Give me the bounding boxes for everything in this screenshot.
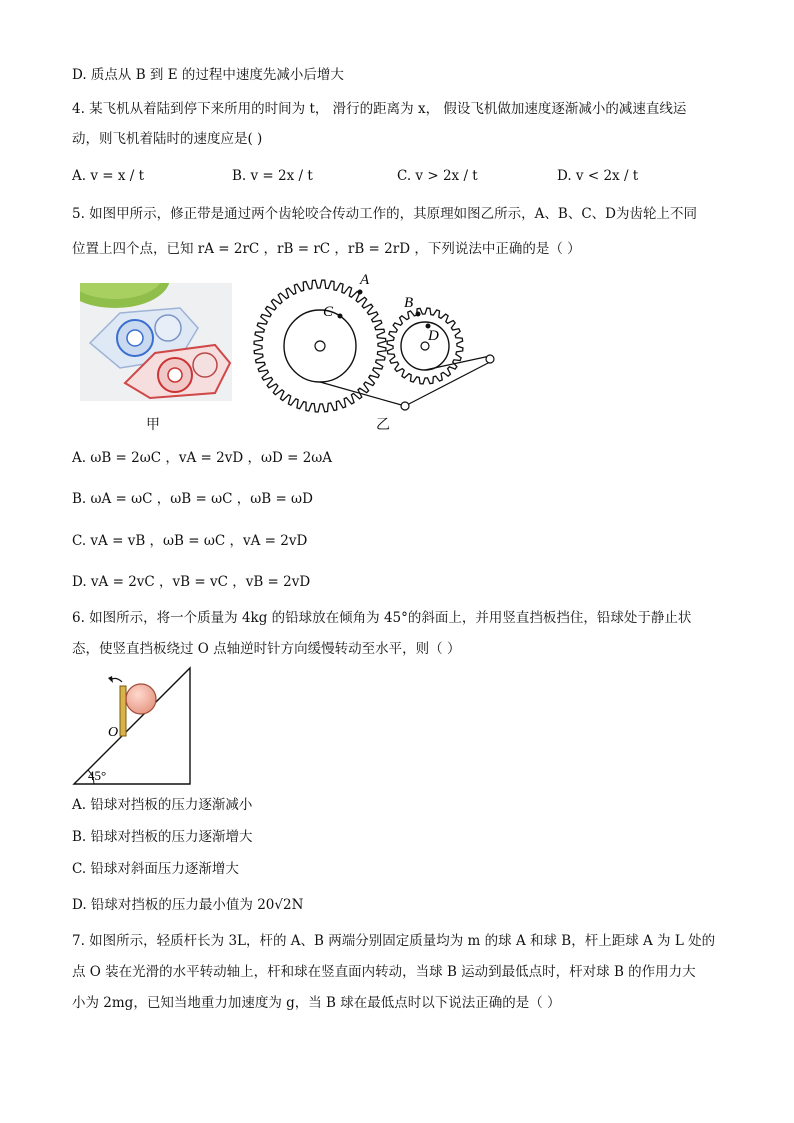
- q4-option-d: D. v < 2x / t: [557, 168, 639, 184]
- q5-option-b-text: B. ωA = ωC ，ωB = ωC ，ωB = ωD: [72, 491, 313, 507]
- label-b: B: [404, 295, 414, 311]
- q3-option-d: [72, 66, 344, 84]
- q7-stem-line1: 7. 如图所示，轻质杆长为 3L，杆的 A、B 两端分别固定质量均为 m 的球 A 和球 B，杆上距球 A 为 L 处的: [72, 933, 716, 949]
- incline-diagram: [70, 664, 195, 788]
- q5-stem-line2: 位置上四个点，已知 rA = 2rC ，rB = rC ，rB = 2rD ，下列说法中正确的是（ ）: [72, 241, 581, 257]
- gear-teeth-outline: [254, 280, 386, 412]
- label-c: C: [323, 304, 334, 320]
- label-d: D: [428, 328, 439, 344]
- q5-option-d-text: D. vA = 2vC ，vB = vC ，vB = 2vD: [72, 574, 311, 590]
- q4-option-c: C. v > 2x / t: [397, 168, 478, 184]
- q7-stem-line3: 小为 2mg，已知当地重力加速度为 g，当 B 球在最低点时以下说法正确的是（ ）: [72, 995, 561, 1011]
- incline-triangle: [74, 668, 190, 784]
- q5-option-c-text: C. vA = vB ，ωB = ωC ，vA = 2vD: [72, 533, 308, 549]
- q4-stem-line2: 动，则飞机着陆时的速度应是( ): [72, 131, 263, 147]
- baffle-board: [120, 686, 126, 736]
- gear-diagram: [250, 270, 500, 420]
- point-a: [358, 290, 363, 295]
- q5-option-a-text: A. ωB = 2ωC ，vA = 2vD ，ωD = 2ωA: [72, 450, 333, 466]
- tape-tip-roller: [486, 355, 494, 363]
- q6-stem-line2: 态，使竖直挡板绕过 O 点轴逆时针方向缓慢转动至水平，则（ ）: [72, 641, 461, 657]
- q4-stem-line1: 4. 某飞机从着陆到停下来所用的时间为 t， 滑行的距离为 x， 假设飞机做加速度逐渐减小的减速直线运: [72, 101, 687, 117]
- label-o: O: [108, 725, 119, 740]
- label-a: A: [360, 272, 370, 288]
- q3-option-d-text: D. 质点从 B 到 E 的过程中速度先减小后增大: [72, 67, 344, 83]
- lead-ball: [126, 684, 156, 714]
- q6-option-c: C. 铅球对斜面压力逐渐增大: [72, 861, 239, 877]
- small-gear: [387, 308, 463, 384]
- point-c: [338, 314, 343, 319]
- q5-option-d: [72, 573, 310, 591]
- q4-option-b: B. v = 2x / t: [232, 168, 313, 184]
- q6-stem-line1: 6. 如图所示，将一个质量为 4kg 的铅球放在倾角为 45°的斜面上，并用竖直挡板挡住，铅球处于静止状: [72, 610, 692, 626]
- figure-yi-caption: 乙: [376, 417, 390, 433]
- correction-tape-photo: [80, 283, 232, 401]
- q6-option-a: A. 铅球对挡板的压力逐渐减小: [72, 797, 253, 813]
- guide-roller: [401, 402, 409, 410]
- point-b: [416, 312, 421, 317]
- q5-stem-line1: 5. 如图甲所示，修正带是通过两个齿轮咬合传动工作的，其原理如图乙所示，A、B、C、D为齿轮上不同: [72, 206, 697, 222]
- q6-option-d: D. 铅球对挡板的压力最小值为 20√2N: [72, 897, 304, 913]
- q5-option-a: [72, 449, 332, 467]
- q5-option-c: [72, 532, 307, 550]
- rotation-arrowhead-icon: [108, 676, 113, 683]
- q7-stem-line2: 点 O 装在光滑的水平转动轴上，杆和球在竖直面内转动，当球 B 运动到最低点时，杆对球 B 的作用力大: [72, 964, 696, 980]
- q4-option-a: A. v = x / t: [72, 168, 145, 184]
- large-gear: [254, 280, 386, 412]
- q5-option-b: [72, 490, 313, 508]
- label-angle-45: 45°: [88, 768, 107, 783]
- figure-jia-caption: 甲: [146, 417, 160, 433]
- q6-option-b: B. 铅球对挡板的压力逐渐增大: [72, 829, 253, 845]
- gear-teeth-outline: [387, 308, 463, 384]
